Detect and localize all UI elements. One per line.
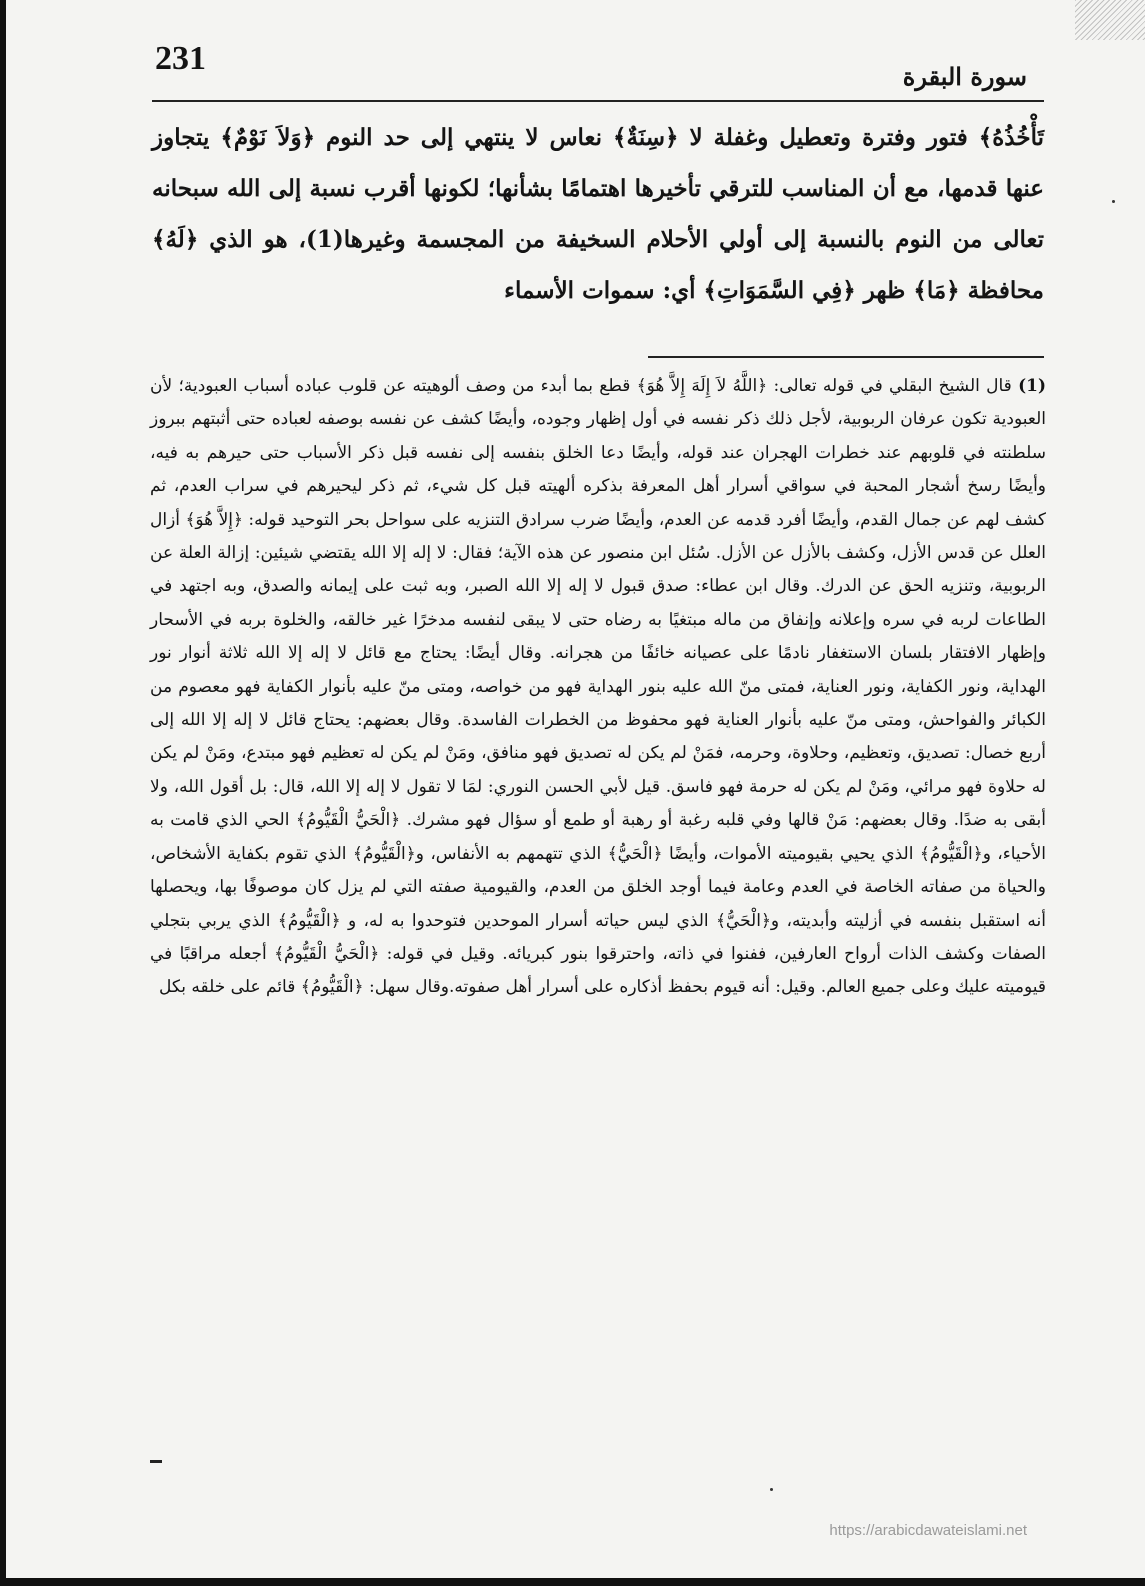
main-paragraph: تَأْخُذُهُ﴾ فتور وفترة وتعطيل وغفلة لا ﴿سِنَةٌ﴾ نعاس لا ينتهي إلى حد النوم ﴿وَلاَ نَوْمٌ﴾ يتجاوز عنها قدمها، مع أن المناسب للترقي تأخيرها اهتمامًا بشأنها؛ لكونها أقرب نسبة إلى الله سبحانه تعالى من النوم بالنسبة إلى أولي الأحلام السخيفة من المجسمة وغيرها(1)، هو الذي ﴿لَهُ﴾ محافظة ﴿مَا﴾ ظهر ﴿فِي السَّمَوَاتِ﴾ أي: سموات الأسماء (152, 124, 1044, 304)
page-number: 231 (155, 40, 206, 77)
footnote-marker: (1) (1018, 376, 1047, 396)
scan-noise (1075, 0, 1145, 40)
header-rule (152, 100, 1044, 102)
main-text (152, 112, 1044, 316)
scan-edge-bottom (0, 1578, 1145, 1586)
footnote-1 (150, 370, 1046, 1005)
footnote-text: قال الشيخ البقلي في قوله تعالى: ﴿اللَّهُ لاَ إِلَهَ إِلاَّ هُوَ﴾ قطع بما أبدء من وصف ألوهيته عن قلوب عباده أسباب العبودية؛ لأن العبودية تكون عرفان الربوبية، لأجل ذلك ذكر نفسه في أول إظهار وجوده، وأيضًا كشف عن نفسه بوصفه لعباده حتى أثبتهم ببروز سلطنته في قلوبهم عند خطرات الهجران عند قوله، وأيضًا دعا الخلق بنفسه إلى نفسه قبل ذكر الأسباب حتى حيرهم به فيه، وأيضًا رسخ أشجار المحبة في سواقي أسرار أهل المعرفة بذكره ألهيته قبل كل شيء، ثم ذكر ليحيرهم في سراب العدم، ثم كشف لهم عن جمال القدم، وأيضًا أفرد قدمه عن العدم، وأيضًا ضرب سرادق التنزيه على سواحل بحر التوحيد قوله: ﴿إِلاَّ هُوَ﴾ أزال العلل عن قدس الأزل، وكشف بالأزل عن الأزل. سُئل ابن منصور عن هذه الآية؛ فقال: لا إله إلا الله يقتضي شيئين: إزالة العلة عن الربوبية، وتنزيه الحق عن الدرك. وقال ابن عطاء: صدق قبول لا إله إلا الله الصبر، وبه ثبت على إيمانه والصدق، وبه اجتهد في الطاعات لربه في سره وإعلانه وإنفاق من ماله مبتغيًا به رضاه حتى لا يبقى لنفسه مدخرًا غير خالقه، والخلوة بربه في الأسحار وإظهار الافتقار بلسان الاستغفار نادمًا على عصيانه خائفًا من هجرانه. وقال أيضًا: يحتاج مع قائل لا إله إلا الله ثلاثة أنوار نور الهداية، ونور الكفاية، ونور العناية، فمتى منّ الله عليه بنور الهداية فهو من خواصه، ومتى منّ عليه بأنوار الكفاية فهو معصوم من الكبائر والفواحش، ومتى منّ عليه بأنوار العناية فهو محفوظ من الخطرات الفاسدة. وقال بعضهم: يحتاج قائل لا إله إلا الله إلى أربع خصال: تصديق، وتعظيم، وحلاوة، وحرمه، فمَنْ لم يكن له تصديق فهو منافق، ومَنْ لم يكن له تعظيم فهو مبتدع، ومَنْ لم يكن له حلاوة فهو مرائي، ومَنْ لم يكن له حرمة فهو فاسق. قيل لأبي الحسن النوري: لمَا لا تقول لا إله إلا الله، قال: بل أقول الله، ولا أبقى به ضدًا. وقال بعضهم: مَنْ قالها وفي قلبه رغبة أو رهبة أو طمع أو سؤال فهو مشرك. ﴿الْحَيُّ الْقَيُّومُ﴾ الحي الذي قامت به الأحياء، و﴿الْقَيُّومُ﴾ الذي يحيي بقيوميته الأموات، وأيضًا ﴿الْحَيُّ﴾ الذي تتهمهم به الأنفاس، و﴿الْقَيُّومُ﴾ الذي تقوم بكفاية الأشخاص، والحياة من صفاته الخاصة في العدم وعامة فيما أوجد الخلق من العدم، والقيومية صفته التي لم يزل كان موصوفًا بها، ويحصلها أنه استقبل بنفسه في أزليته وأبديته، و﴿الْحَيُّ﴾ الذي ليس حياته أسرار الموحدين فتوحدوا به له، و ﴿الْقَيُّومُ﴾ الذي يربي بتجلي الصفات وكشف الذات أرواح العارفين، ففنوا في ذاته، واحترقوا بنور كبريائه. وقيل في قوله: ﴿الْحَيُّ الْقَيُّومُ﴾ أجعله مراقبًا في قيوميته عليك وعلى جميع العالم. وقيل: أنه قيوم بحفظ أذكاره على أسرار أهل صفوته.وقال سهل: ﴿الْقَيُّومُ﴾ قائم على خلقه بكل (150, 376, 1046, 998)
scan-speck (770, 1488, 773, 1491)
surah-title: سورة البقرة (902, 62, 1027, 91)
scan-edge-left (0, 0, 6, 1586)
footnotes (150, 370, 1046, 1005)
footnote-divider (648, 356, 1044, 358)
watermark: https://arabicdawateislami.net (829, 1522, 1027, 1539)
scan-speck (1112, 200, 1115, 203)
end-dash (150, 1460, 162, 1463)
